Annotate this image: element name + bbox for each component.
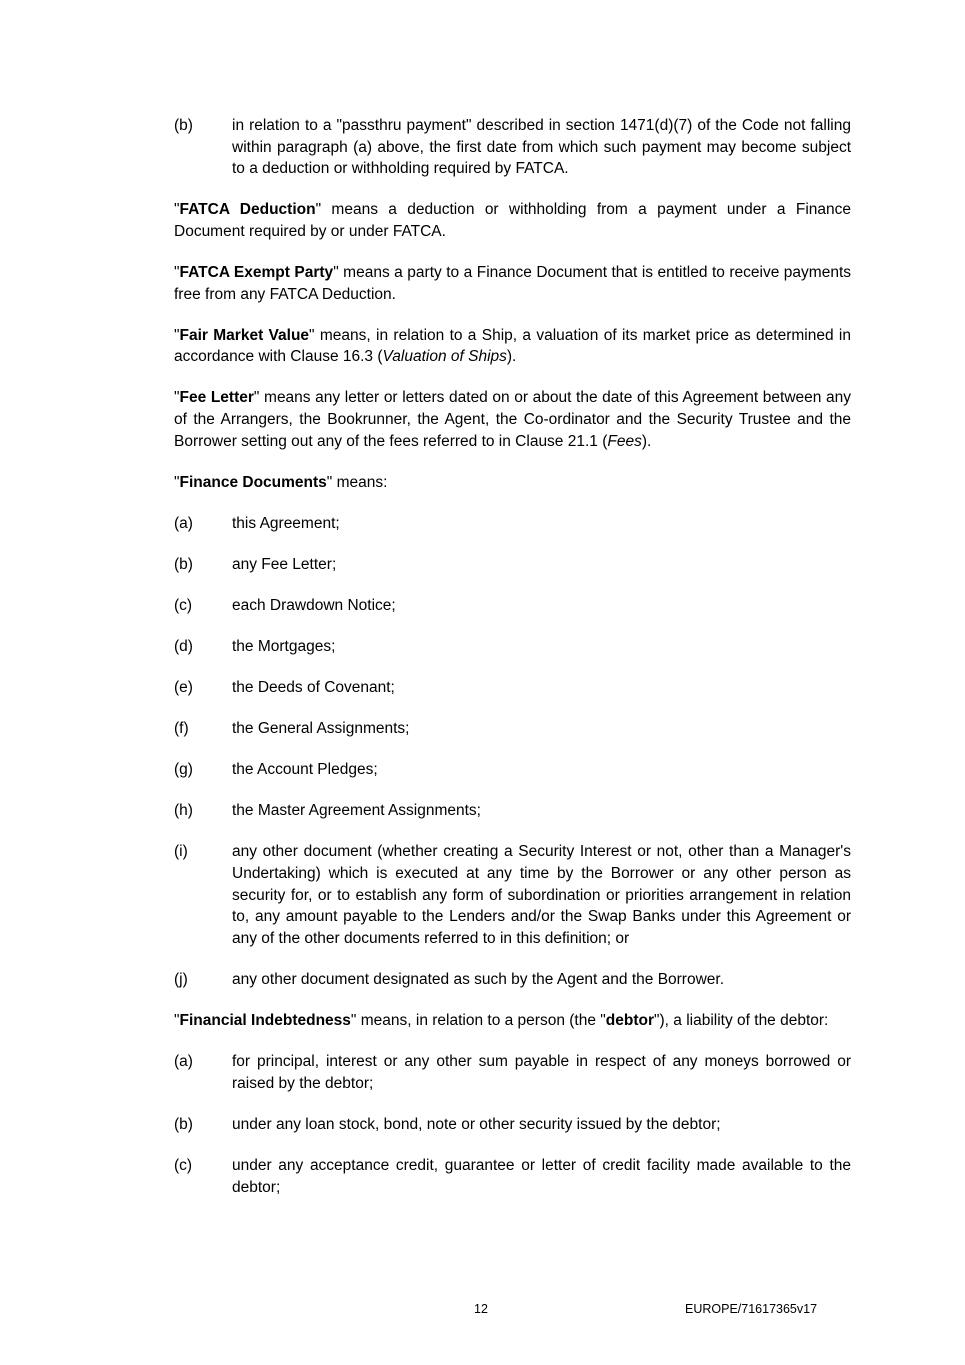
defined-term: FATCA Deduction bbox=[179, 201, 316, 219]
item-label: (i) bbox=[174, 843, 188, 861]
item-label: (b) bbox=[174, 117, 193, 134]
defined-term-debtor: debtor bbox=[605, 1012, 654, 1030]
definition-text: means, in relation to a Ship, a valuation of its market price as determined in accordance with Clause 16.3 ( bbox=[174, 326, 851, 366]
item-label: (d) bbox=[174, 638, 193, 655]
quote-close: " bbox=[333, 263, 339, 281]
list-item bbox=[174, 1155, 851, 1198]
item-text: for principal, interest or any other sum payable in respect of any moneys borrowed or raised by the debtor; bbox=[232, 1053, 851, 1092]
quote-close: " bbox=[253, 389, 260, 407]
item-label: (a) bbox=[174, 514, 193, 532]
list-item bbox=[174, 595, 851, 617]
document-reference: EUROPE/71617365v17 bbox=[685, 1302, 818, 1316]
definition-fatca-exempt-party bbox=[174, 262, 851, 305]
quote-open: " bbox=[174, 1012, 180, 1030]
quote-close: " bbox=[309, 326, 315, 344]
definition-text: means, in relation to a person (the " bbox=[356, 1012, 606, 1030]
item-text: each Drawdown Notice; bbox=[232, 596, 396, 614]
item-label: (j) bbox=[174, 970, 188, 988]
item-text: the General Assignments; bbox=[232, 720, 410, 738]
item-text: the Account Pledges; bbox=[232, 761, 378, 779]
definition-fatca-deduction bbox=[174, 199, 851, 242]
list-item bbox=[174, 115, 851, 180]
definition-text: means any letter or letters dated on or about the date of this Agreement between any of the Arrangers, the Bookrunner, the Agent, the Co-ordinator and the Security Trustee and the Borrower setting out any of the fees referred to in Clause 21.1 ( bbox=[174, 389, 851, 450]
list-item bbox=[174, 1114, 851, 1136]
item-text: under any acceptance credit, guarantee or letter of credit facility made available to the debtor; bbox=[232, 1156, 851, 1196]
item-text: the Master Agreement Assignments; bbox=[232, 802, 481, 820]
item-text: any other document (whether creating a Security Interest or not, other than a Manager's Undertaking) which is executed at any time by the Borrower or any other person as security for, or to establish any form of subordination or priorities arrangement in relation to, any amount payable to the Lenders and/or the Swap Banks under this Agreement or any of the other documents referred to in this definition; or bbox=[232, 843, 851, 947]
definition-text: means a party to a Finance Document that is entitled to receive payments free from any FATCA Deduction. bbox=[174, 263, 852, 303]
definition-financial-indebtedness bbox=[174, 1010, 851, 1032]
item-text: the Mortgages; bbox=[232, 638, 336, 655]
quote-close: " bbox=[350, 1012, 357, 1030]
quote-open: " bbox=[174, 263, 180, 281]
defined-term: Fee Letter bbox=[179, 389, 254, 407]
quote-close: " bbox=[315, 201, 322, 219]
item-text: any other document designated as such by the Agent and the Borrower. bbox=[232, 970, 725, 988]
item-label: (b) bbox=[174, 555, 193, 573]
item-label: (c) bbox=[174, 596, 193, 614]
definition-end: ). bbox=[641, 432, 652, 450]
quote-open: " bbox=[174, 389, 180, 407]
page-content bbox=[174, 115, 851, 1218]
quote-open: " bbox=[174, 473, 180, 491]
list-item bbox=[174, 969, 851, 991]
clause-reference: Valuation of Ships bbox=[382, 348, 507, 366]
definition-fair-market-value bbox=[174, 325, 851, 368]
defined-term: FATCA Exempt Party bbox=[179, 263, 334, 281]
definition-fee-letter bbox=[174, 387, 851, 452]
page-number: 12 bbox=[474, 1302, 488, 1316]
item-text: any Fee Letter; bbox=[232, 555, 337, 573]
item-text: in relation to a "passthru payment" described in section 1471(d)(7) of the Code not falling within paragraph (a) above, the first date from which such payment may become subject to a deduction or withholding required by FATCA. bbox=[232, 117, 851, 178]
list-item bbox=[174, 841, 851, 949]
definition-end: ). bbox=[506, 348, 517, 366]
list-item bbox=[174, 554, 851, 576]
list-item bbox=[174, 636, 851, 658]
item-text: the Deeds of Covenant; bbox=[232, 679, 395, 697]
list-item bbox=[174, 1051, 851, 1094]
item-label: (c) bbox=[174, 1156, 193, 1174]
quote-open: " bbox=[174, 326, 180, 344]
item-label: (a) bbox=[174, 1053, 193, 1071]
defined-term: Finance Documents bbox=[179, 473, 327, 491]
item-label: (b) bbox=[174, 1115, 193, 1133]
definition-text: means: bbox=[332, 473, 388, 491]
item-label: (h) bbox=[174, 802, 193, 820]
item-label: (g) bbox=[174, 761, 193, 779]
list-item bbox=[174, 513, 851, 535]
list-item bbox=[174, 677, 851, 699]
definition-finance-documents bbox=[174, 472, 851, 494]
item-text: under any loan stock, bond, note or other security issued by the debtor; bbox=[232, 1115, 721, 1133]
list-item bbox=[174, 800, 851, 822]
defined-term: Fair Market Value bbox=[179, 326, 310, 344]
item-text: this Agreement; bbox=[232, 514, 340, 532]
defined-term: Financial Indebtedness bbox=[179, 1012, 351, 1030]
list-item bbox=[174, 759, 851, 781]
clause-reference: Fees bbox=[607, 432, 642, 450]
item-label: (e) bbox=[174, 679, 193, 697]
list-item bbox=[174, 718, 851, 740]
item-label: (f) bbox=[174, 720, 189, 738]
quote-open: " bbox=[174, 201, 180, 219]
definition-text: means a deduction or withholding from a payment under a Finance Document required by or under FATCA. bbox=[174, 201, 851, 240]
quote-close: " bbox=[326, 473, 333, 491]
definition-text-2: "), a liability of the debtor: bbox=[654, 1012, 829, 1030]
